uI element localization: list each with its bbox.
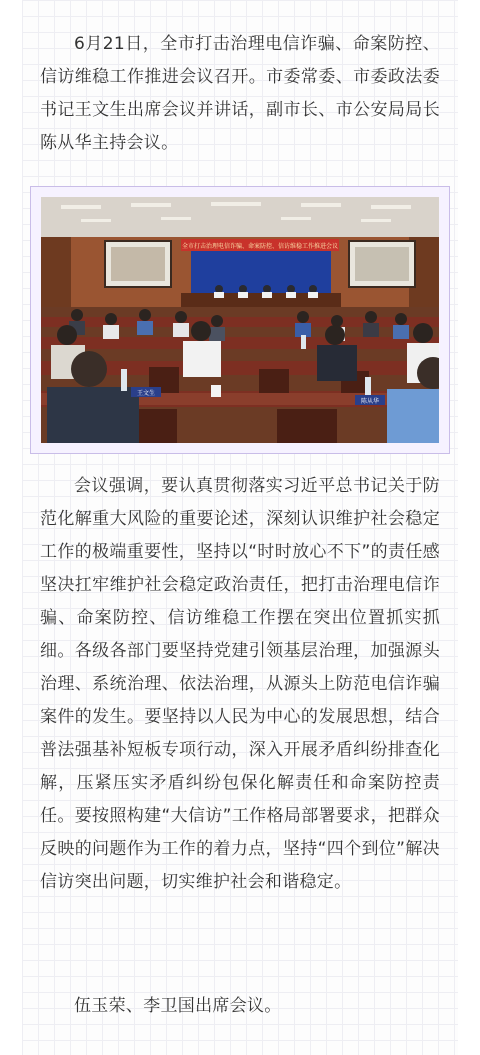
meeting-photo-frame	[30, 186, 450, 454]
paragraph-intro: 6月21日，全市打击治理电信诈骗、命案防控、信访维稳工作推进会议召开。市委常委、市委政法委书记王文生出席会议并讲话，副市长、市公安局局长陈从华主持会议。	[40, 34, 440, 153]
photo-nameplate-right: 陈从华	[360, 398, 380, 405]
photo-banner-text: 全市打击治理电信诈骗、命案防控、信访维稳工作推进会议	[181, 243, 339, 250]
article-page	[22, 0, 458, 1055]
meeting-photo	[41, 197, 439, 443]
paragraph-main: 会议强调，要认真贯彻落实习近平总书记关于防范化解重大风险的重要论述，深刻认识维护社会稳定工作的极端重要性，坚持以“时时放心不下”的责任感坚决扛牢维护社会稳定政治责任，把打击治理电信诈骗、命案防控、信访维稳工作摆在突出位置抓实抓细。各级各部门要坚持党建引领基层治理，加强源头治理、系统治理、依法治理，从源头上防范电信诈骗案件的发生。要坚持以人民为中心的发展思想，结合普法强基补短板专项行动，深入开展矛盾纠纷排查化解，压紧压实矛盾纠纷包保化解责任和命案防控责任。要按照构建“大信访”工作格局部署要求，把群众反映的问题作为工作的着力点，坚持“四个到位”解决信访突出问题，切实维护社会和谐稳定。	[40, 476, 440, 892]
paragraph-attendees: 伍玉荣、李卫国出席会议。	[74, 996, 282, 1016]
photo-nameplate-left: 王文生	[136, 390, 156, 397]
